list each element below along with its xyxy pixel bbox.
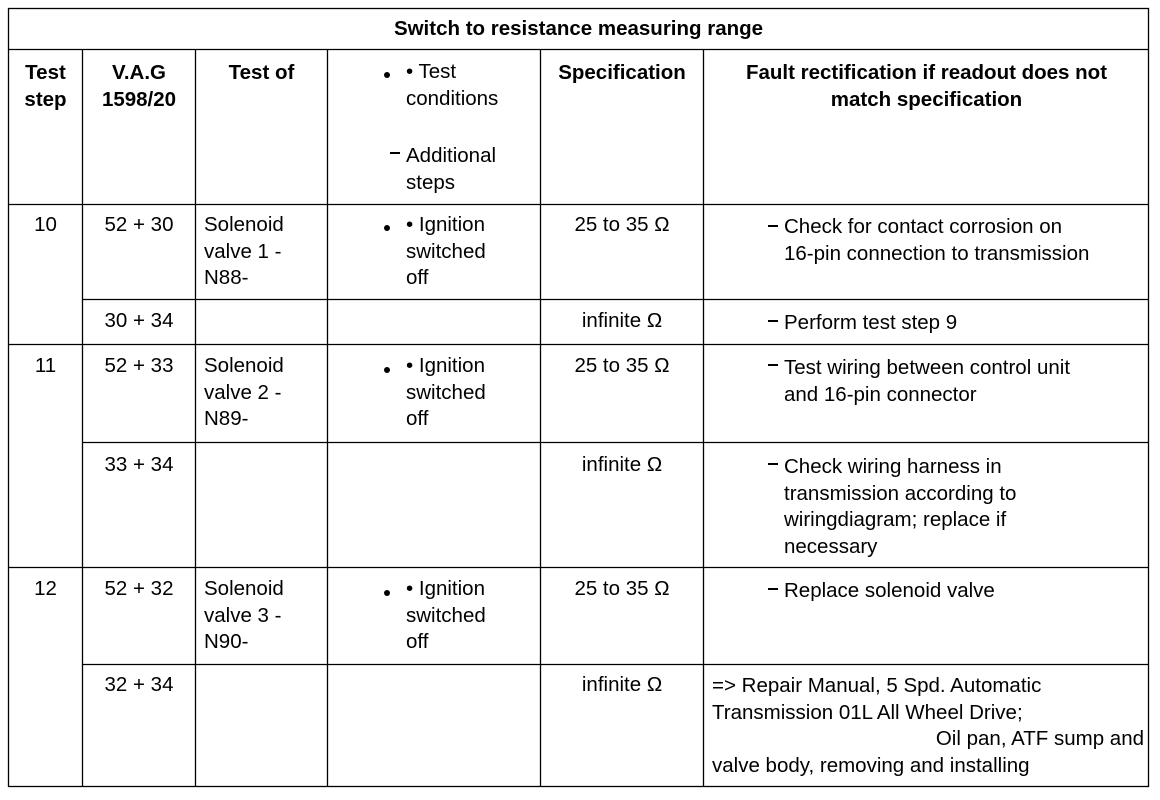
fault-cell: Replace solenoid valve: [784, 579, 995, 602]
fault-cell: Check for contact corrosion on 16-pin connection to transmission: [784, 215, 1090, 265]
vag-pins: 52 + 30: [104, 213, 174, 236]
header-vag: V.A.G 1598/20: [101, 61, 177, 111]
step-number: 11: [34, 354, 57, 377]
fault-cell: Check wiring harness in transmission according to wiringdiagram; replace if necessary: [784, 455, 1017, 558]
condition-cell: • Ignition switched off: [406, 577, 486, 653]
dash-icon: [768, 320, 778, 322]
header-additional-steps: Additional steps: [406, 144, 497, 194]
spec-cell: infinite Ω: [581, 673, 663, 696]
fault-cell: Test wiring between control unit and 16-pin connector: [784, 356, 1071, 406]
spec-cell: 25 to 35 Ω: [574, 577, 670, 600]
vag-pins: 52 + 33: [104, 354, 174, 377]
step-number: 12: [34, 577, 57, 600]
repair-manual-reference: => Repair Manual, 5 Spd. Automatic Transmission 01L All Wheel Drive; Oil pan, ATF sump and valve body, removing and installing: [712, 674, 1144, 777]
bullet-icon: [384, 367, 390, 373]
fault-cell: Perform test step 9: [784, 311, 958, 334]
test-of-cell: Solenoid valve 2 - N89-: [204, 354, 284, 430]
vag-pins: 33 + 34: [104, 453, 174, 476]
header-test-conditions: • Test conditions: [406, 60, 499, 110]
test-of-cell: Solenoid valve 3 - N90-: [204, 577, 284, 653]
bullet-icon: [384, 590, 390, 596]
condition-cell: • Ignition switched off: [406, 354, 486, 430]
test-of-cell: Solenoid valve 1 - N88-: [204, 213, 284, 289]
vag-pins: 32 + 34: [104, 673, 174, 696]
vag-pins: 30 + 34: [104, 309, 174, 332]
header-specification: Specification: [558, 61, 686, 84]
vag-pins: 52 + 32: [104, 577, 174, 600]
step-number: 10: [34, 213, 57, 236]
spec-cell: 25 to 35 Ω: [574, 213, 670, 236]
dash-icon: [768, 225, 778, 227]
header-fault-rectification: Fault rectification if readout does not match specification: [745, 61, 1108, 111]
header-test-step: Test step: [24, 61, 67, 111]
spec-cell: infinite Ω: [581, 309, 663, 332]
dash-icon: [768, 364, 778, 366]
dash-icon: [390, 152, 400, 154]
dash-icon: [768, 588, 778, 590]
dash-icon: [768, 463, 778, 465]
bullet-icon: [384, 225, 390, 231]
spec-cell: infinite Ω: [581, 453, 663, 476]
header-test-of: Test of: [228, 61, 295, 84]
condition-cell: • Ignition switched off: [406, 213, 486, 289]
spec-cell: 25 to 35 Ω: [574, 354, 670, 377]
bullet-icon: [384, 72, 390, 78]
page-title: Switch to resistance measuring range: [393, 17, 764, 40]
